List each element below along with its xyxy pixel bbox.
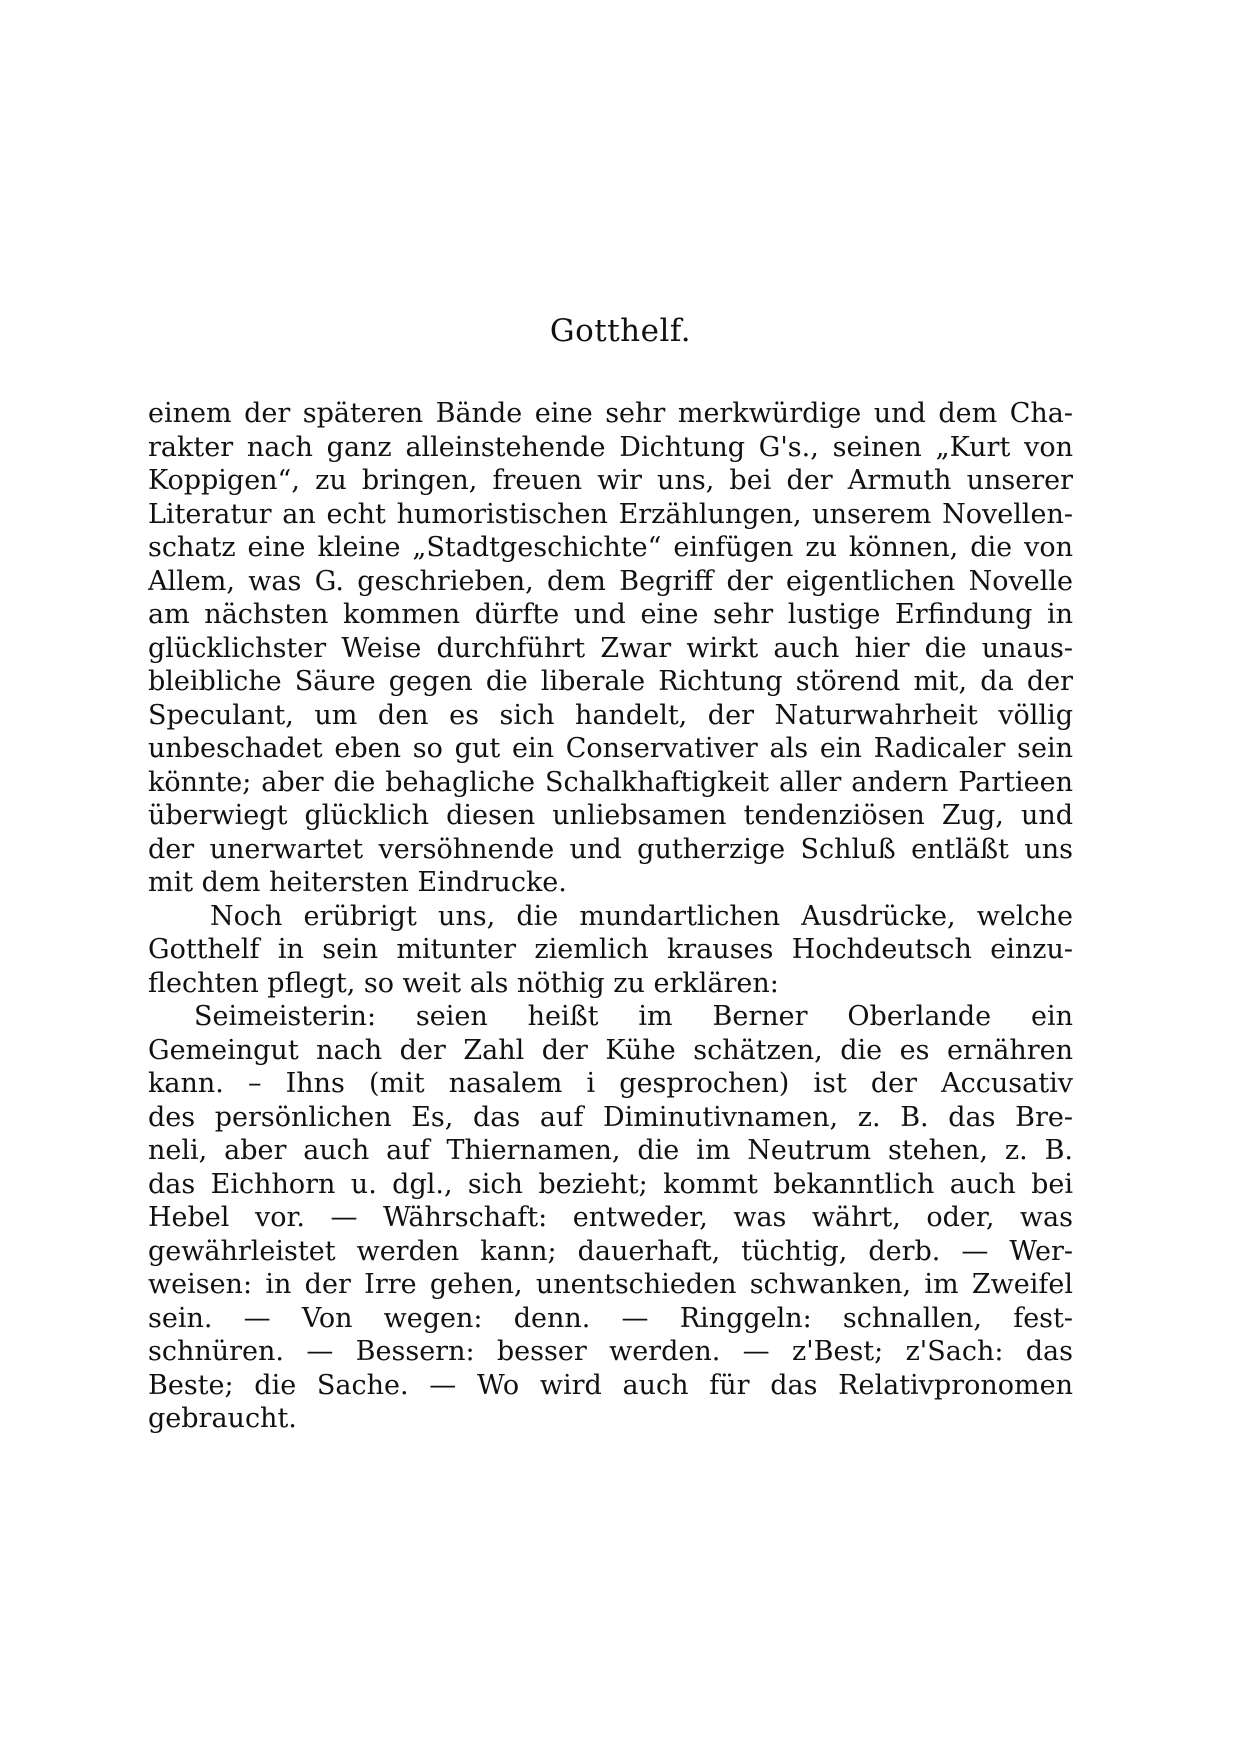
text-line: Literatur an echt humoristischen Erzählungen, unserem Novellen- bbox=[148, 498, 1073, 530]
text-line: könnte; aber die behagliche Schalkhaftigkeit aller andern Partieen bbox=[148, 766, 1073, 798]
text-line: Allem, was G. geschrieben, dem Begriff der eigentlichen Novelle bbox=[148, 565, 1073, 597]
text-line: neli, aber auch auf Thiernamen, die im Neutrum stehen, z. B. bbox=[148, 1135, 1073, 1166]
text-line: schatz eine kleine „Stadtgeschichte“ einfügen zu können, die von bbox=[148, 532, 1073, 563]
text-line: des persönlichen Es, das auf Diminutivnamen, z. B. das Bre- bbox=[148, 1101, 1073, 1133]
glossary-start-line: Seimeisterin: seien heißt im Berner Oberlande ein bbox=[194, 1001, 1073, 1032]
text-line: einem der späteren Bände eine sehr merkwürdige und dem Cha- bbox=[148, 398, 1073, 429]
paragraph-start-line: Noch erübrigt uns, die mundartlichen Ausdrücke, welche bbox=[210, 900, 1073, 932]
text-line: Gotthelf in sein mitunter ziemlich krauses Hochdeutsch einzu- bbox=[148, 934, 1073, 965]
text-line: Koppigen“, zu bringen, freuen wir uns, bei der Armuth unserer bbox=[148, 465, 1073, 496]
text-line: am nächsten kommen dürfte und eine sehr lustige Erfindung in bbox=[148, 599, 1073, 630]
body-text bbox=[148, 397, 1073, 1436]
text-line: der unerwartet versöhnende und gutherzige Schluß entläßt uns bbox=[148, 833, 1073, 865]
text-line: überwiegt glücklich diesen unliebsamen tendenziösen Zug, und bbox=[148, 800, 1073, 831]
text-line: weisen: in der Irre gehen, unentschieden schwanken, im Zweifel bbox=[148, 1269, 1073, 1300]
running-title: Gotthelf. bbox=[549, 313, 692, 349]
text-line: Gemeingut nach der Zahl der Kühe schätzen, die es ernähren bbox=[148, 1034, 1073, 1066]
text-line: das Eichhorn u. dgl., sich bezieht; kommt bekanntlich auch bei bbox=[148, 1168, 1073, 1200]
paragraph-end-line: mit dem heitersten Eindrucke. bbox=[148, 867, 567, 898]
paragraph-end-line: flechten pflegt, so weit als nöthig zu erklären: bbox=[148, 967, 779, 999]
text-line: bleibliche Säure gegen die liberale Richtung störend mit, da der bbox=[148, 666, 1073, 697]
text-line: kann. – Ihns (mit nasalem i gesprochen) ist der Accusativ bbox=[148, 1068, 1073, 1099]
text-line: glücklichster Weise durchführt Zwar wirkt auch hier die unaus- bbox=[148, 632, 1073, 664]
text-line: unbeschadet eben so gut ein Conservativer als ein Radicaler sein bbox=[148, 733, 1073, 764]
text-line: Hebel vor. — Währschaft: entweder, was währt, oder, was bbox=[148, 1202, 1073, 1233]
text-line: Beste; die Sache. — Wo wird auch für das Relativpronomen bbox=[148, 1369, 1073, 1401]
text-line: Speculant, um den es sich handelt, der Naturwahrheit völlig bbox=[148, 699, 1073, 731]
paragraph-end-line: gebraucht. bbox=[148, 1403, 297, 1434]
text-line: rakter nach ganz alleinstehende Dichtung G's., seinen „Kurt von bbox=[148, 431, 1073, 463]
text-line: schnüren. — Bessern: besser werden. — z'Best; z'Sach: das bbox=[148, 1336, 1073, 1367]
text-line: sein. — Von wegen: denn. — Ringgeln: schnallen, fest- bbox=[148, 1302, 1073, 1334]
text-line: gewährleistet werden kann; dauerhaft, tüchtig, derb. — Wer- bbox=[148, 1235, 1073, 1267]
